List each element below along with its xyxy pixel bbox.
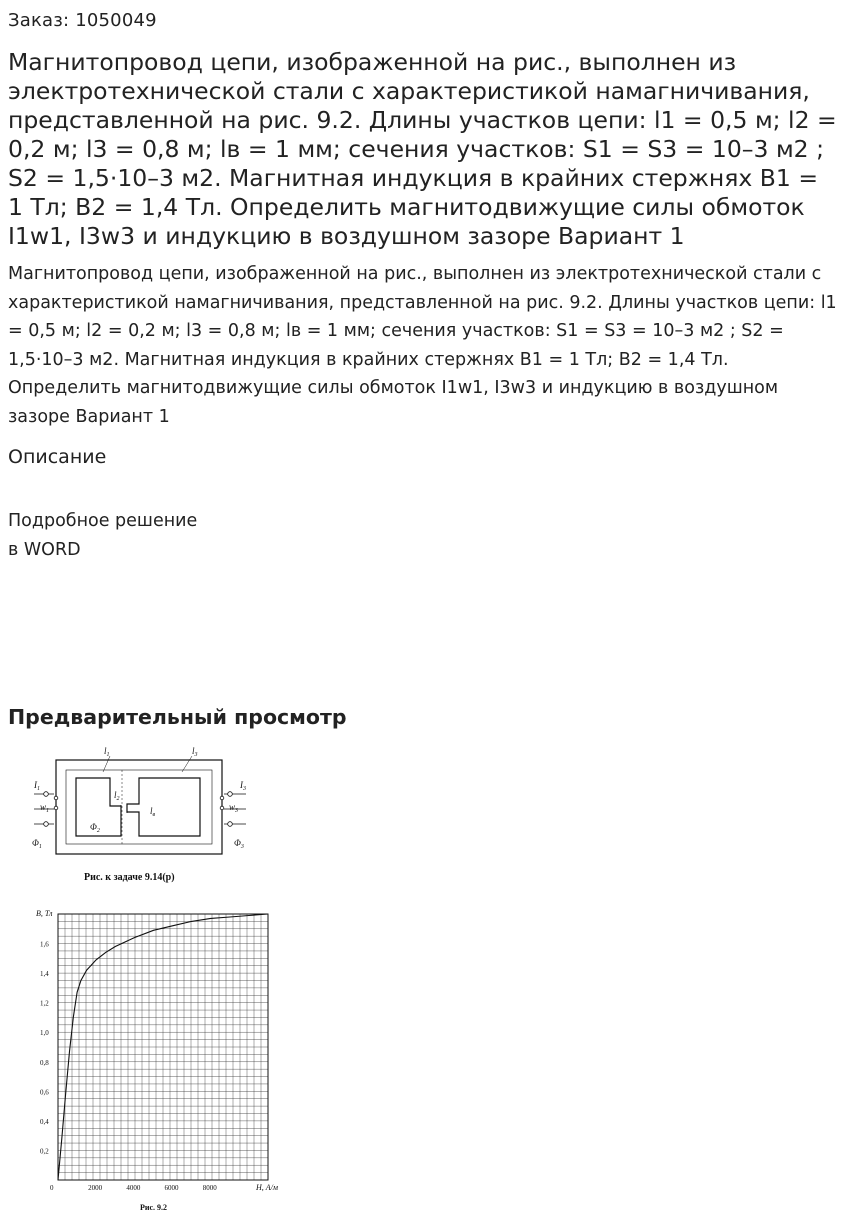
y-tick-label: 1,6 xyxy=(40,940,49,949)
label-l2: $l_2$ xyxy=(114,790,120,802)
y-tick-label: 0,8 xyxy=(40,1058,49,1067)
y-tick-label: 0,2 xyxy=(40,1147,49,1156)
description-heading: Описание xyxy=(8,446,107,468)
chart-caption: Рис. 9.2 xyxy=(140,1203,168,1212)
y-tick-label: 0,6 xyxy=(40,1088,49,1097)
circuit-figure xyxy=(24,738,264,888)
core-outer xyxy=(56,760,222,854)
y-tick-label: 1,0 xyxy=(40,1029,49,1038)
y-tick-label: 1,2 xyxy=(40,999,49,1008)
x-tick-label: 6000 xyxy=(164,1184,179,1192)
y-tick-label: 1,4 xyxy=(40,970,49,979)
label-w3: $w_3$ xyxy=(229,802,239,814)
label-I1: $I_1$ xyxy=(34,780,40,792)
label-phi1: $\Phi_1$ xyxy=(32,838,42,850)
label-w1: $w_1$ xyxy=(40,802,50,814)
label-phi2: $\Phi_2$ xyxy=(90,822,100,834)
chart-ylabel: B, Тл xyxy=(36,909,53,918)
task-description: Магнитопровод цепи, изображенной на рис., выполнен из электротехнической стали с характеристикой намагничивания, представленной на рис. 9.2. Длины участков цепи: l1 = 0,5 м; l2 = 0,2 м; l3 = 0,8 м; lв = 1 мм; сечения участков: S1 = S3 = 10–3 м2 ; S2 = 1,5·10–3 м2. Магнитная индукция в крайних стержнях В1 = 1 Тл; В2 = 1,4 Тл. Определить магнитодвижущие силы обмоток I1w1, I3w3 и индукцию в воздушном зазоре Вариант 1 xyxy=(8,264,837,427)
solution-line-2: в WORD xyxy=(8,539,81,560)
solution-note xyxy=(8,507,197,564)
label-lv: $l_в$ xyxy=(150,806,156,818)
x-tick-label: 0 xyxy=(50,1184,54,1192)
right-window xyxy=(127,778,200,836)
label-l1: $l_1$ xyxy=(104,746,110,758)
chart-grid xyxy=(58,914,268,1180)
label-I3: $I_3$ xyxy=(240,780,246,792)
label-phi3: $\Phi_3$ xyxy=(234,838,244,850)
magnetization-chart xyxy=(24,902,294,1220)
x-tick-label: 2000 xyxy=(88,1184,103,1192)
chart-xlabel: H, А/м xyxy=(256,1183,278,1192)
circuit-caption: Рис. к задаче 9.14(р) xyxy=(84,872,175,883)
x-tick-label: 4000 xyxy=(126,1184,141,1192)
x-tick-label: 8000 xyxy=(202,1184,217,1192)
solution-line-1: Подробное решение xyxy=(8,511,198,531)
page-title: Магнитопровод цепи, изображенной на рис., выполнен из электротехнической стали с характеристикой намагничивания, представленной на рис. 9.2. Длины участков цепи: l1 = 0,5 м; l2 = 0,2 м; l3 = 0,8 м; lв = 1 мм; сечения участков: S1 = S3 = 10–3 м2 ; S2 = 1,5·10–3 м2. Магнитная индукция в крайних стержнях В1 = 1 Тл; В2 = 1,4 Тл. Определить магнитодвижущие силы обмоток I1w1, I3w3 и индукцию в воздушном зазоре Вариант 1 xyxy=(8,48,837,250)
y-tick-label: 0,4 xyxy=(40,1117,49,1126)
order-number: Заказ: 1050049 xyxy=(8,10,157,31)
preview-heading: Предварительный просмотр xyxy=(8,705,347,729)
label-l3: $l_3$ xyxy=(192,746,198,758)
